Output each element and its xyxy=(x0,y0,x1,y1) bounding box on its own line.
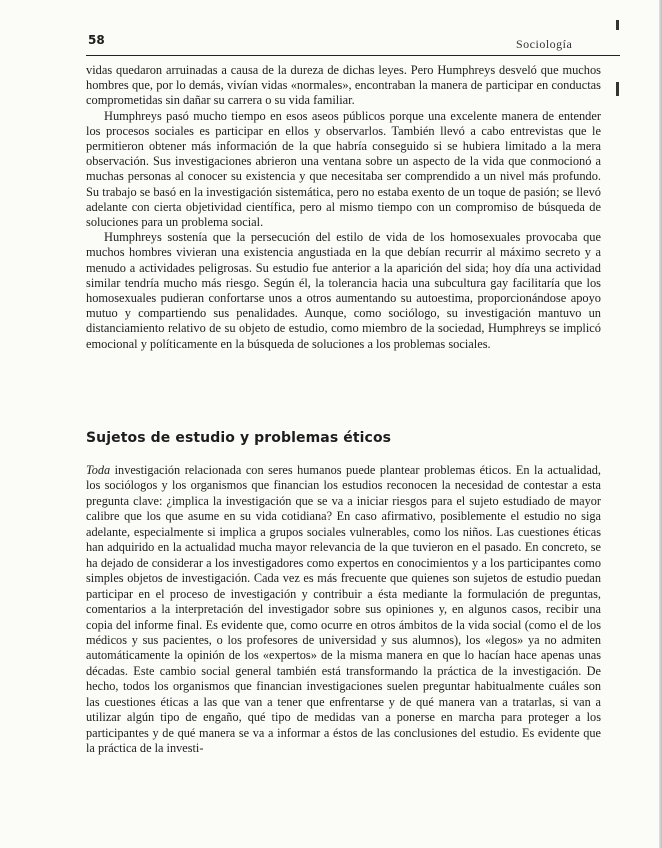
first-word: Toda xyxy=(86,463,111,477)
paragraph: Humphreys sostenía que la persecución del estilo de vida de los homosexuales provocaba que muchos hombres vivieran una existencia angustiada en la que debían recurrir al máximo secreto y a menudo a actividades peligrosas. Su estudio fue anterior a la aparición del sida; hoy día una actividad similar tendría mucho más riesgo. Según él, la tolerancia hacia una subcultura gay facilitaría que los homosexuales pudieran confortarse unos a otros aumentando su autoestima, proporcionándose apoyo mutuo y compartiendo sus penalidades. Aunque, como sociólogo, su investigación mantuvo un distanciamiento relativo de su objeto de estudio, como miembro de la sociedad, Humphreys se implicó emocional y políticamente en la búsqueda de soluciones a los problemas sociales. xyxy=(86,230,601,351)
paragraph: Humphreys pasó mucho tiempo en esos aseos públicos porque una excelente manera de entender los procesos sociales es participar en ellos y observarlos. También llevó a cabo entrevistas que le permitieron obtener más información de la que habría conseguido si se hubiera limitado a la mera observación. Sus investigaciones abrieron una ventana sobre un aspecto de la vida que conmocionó a muchas personas al conocer su existencia y que necesitaba ser comprendido a un nivel más profundo. Su trabajo se basó en la investigación sistemática, pero no estaba exento de un toque de pasión; se llevó adelante con cierta objetividad científica, pero al mismo tiempo con un compromiso de búsqueda de soluciones para un problema social. xyxy=(86,108,601,230)
running-head: Sociología xyxy=(516,37,573,51)
edge-mark xyxy=(616,82,619,96)
paragraph: vidas quedaron arruinadas a causa de la dureza de dichas leyes. Pero Humphreys desveló que muchos hombres que, por lo demás, vivían vidas «normales», encontraban la manera de participar en conductas comprometidas sin dañar su carrera o su vida familiar. xyxy=(86,63,601,108)
body-text-top xyxy=(86,63,601,352)
section-heading: Sujetos de estudio y problemas éticos xyxy=(86,430,392,446)
edge-mark xyxy=(616,20,619,30)
paragraph xyxy=(86,463,601,757)
header-rule xyxy=(86,55,620,56)
page-number: 58 xyxy=(88,33,105,47)
paragraph-body: investigación relacionada con seres humanos puede plantear problemas éticos. En la actualidad, los sociólogos y los organismos que financian los estudios reconocen la necesidad de contestar a esta pregunta clave: ¿implica la investigación que se va a iniciar riesgos para el sujeto estudiado de mayor calibre que los que asume en su vida cotidiana? En caso afirmativo, posiblemente el estudio no siga adelante, especialmente si implica a grupos sociales vulnerables, como los niños. Las cuestiones éticas han adquirido en la actualidad mucha mayor relevancia de la que tuvieron en el pasado. En concreto, se ha dejado de considerar a los investigadores como expertos en conocimientos y a los participantes como simples objetos de investigación. Cada vez es más frecuente que quienes son sujetos de estudio puedan participar en el proceso de investigación y contribuir a ésta mediante la formulación de preguntas, comentarios a la interpretación del investigador sobre sus opiniones y, en algunos casos, recibir una copia del informe final. Es evidente que, como ocurre en otros ámbitos de la vida social (como el de los médicos y sus pacientes, o los profesores de universidad y sus alumnos), los «legos» ya no admiten automáticamente la opinión de los «expertos» de la misma manera en que lo hacían hace apenas unas décadas. Este cambio social general también está transformando la práctica de la investigación. De hecho, todos los organismos que financian investigaciones suelen preguntar habitualmente cuáles son las cuestiones éticas a las que van a tener que enfrentarse y de qué manera van a tratarlas, si van a utilizar algún tipo de engaño, qué tipo de medidas van a ponerse en marcha para proteger a los participantes y de qué manera se va a informar a éstos de las conclusiones del estudio. Es evidente que la práctica de la investi- xyxy=(86,463,601,756)
body-text-section xyxy=(86,463,601,757)
